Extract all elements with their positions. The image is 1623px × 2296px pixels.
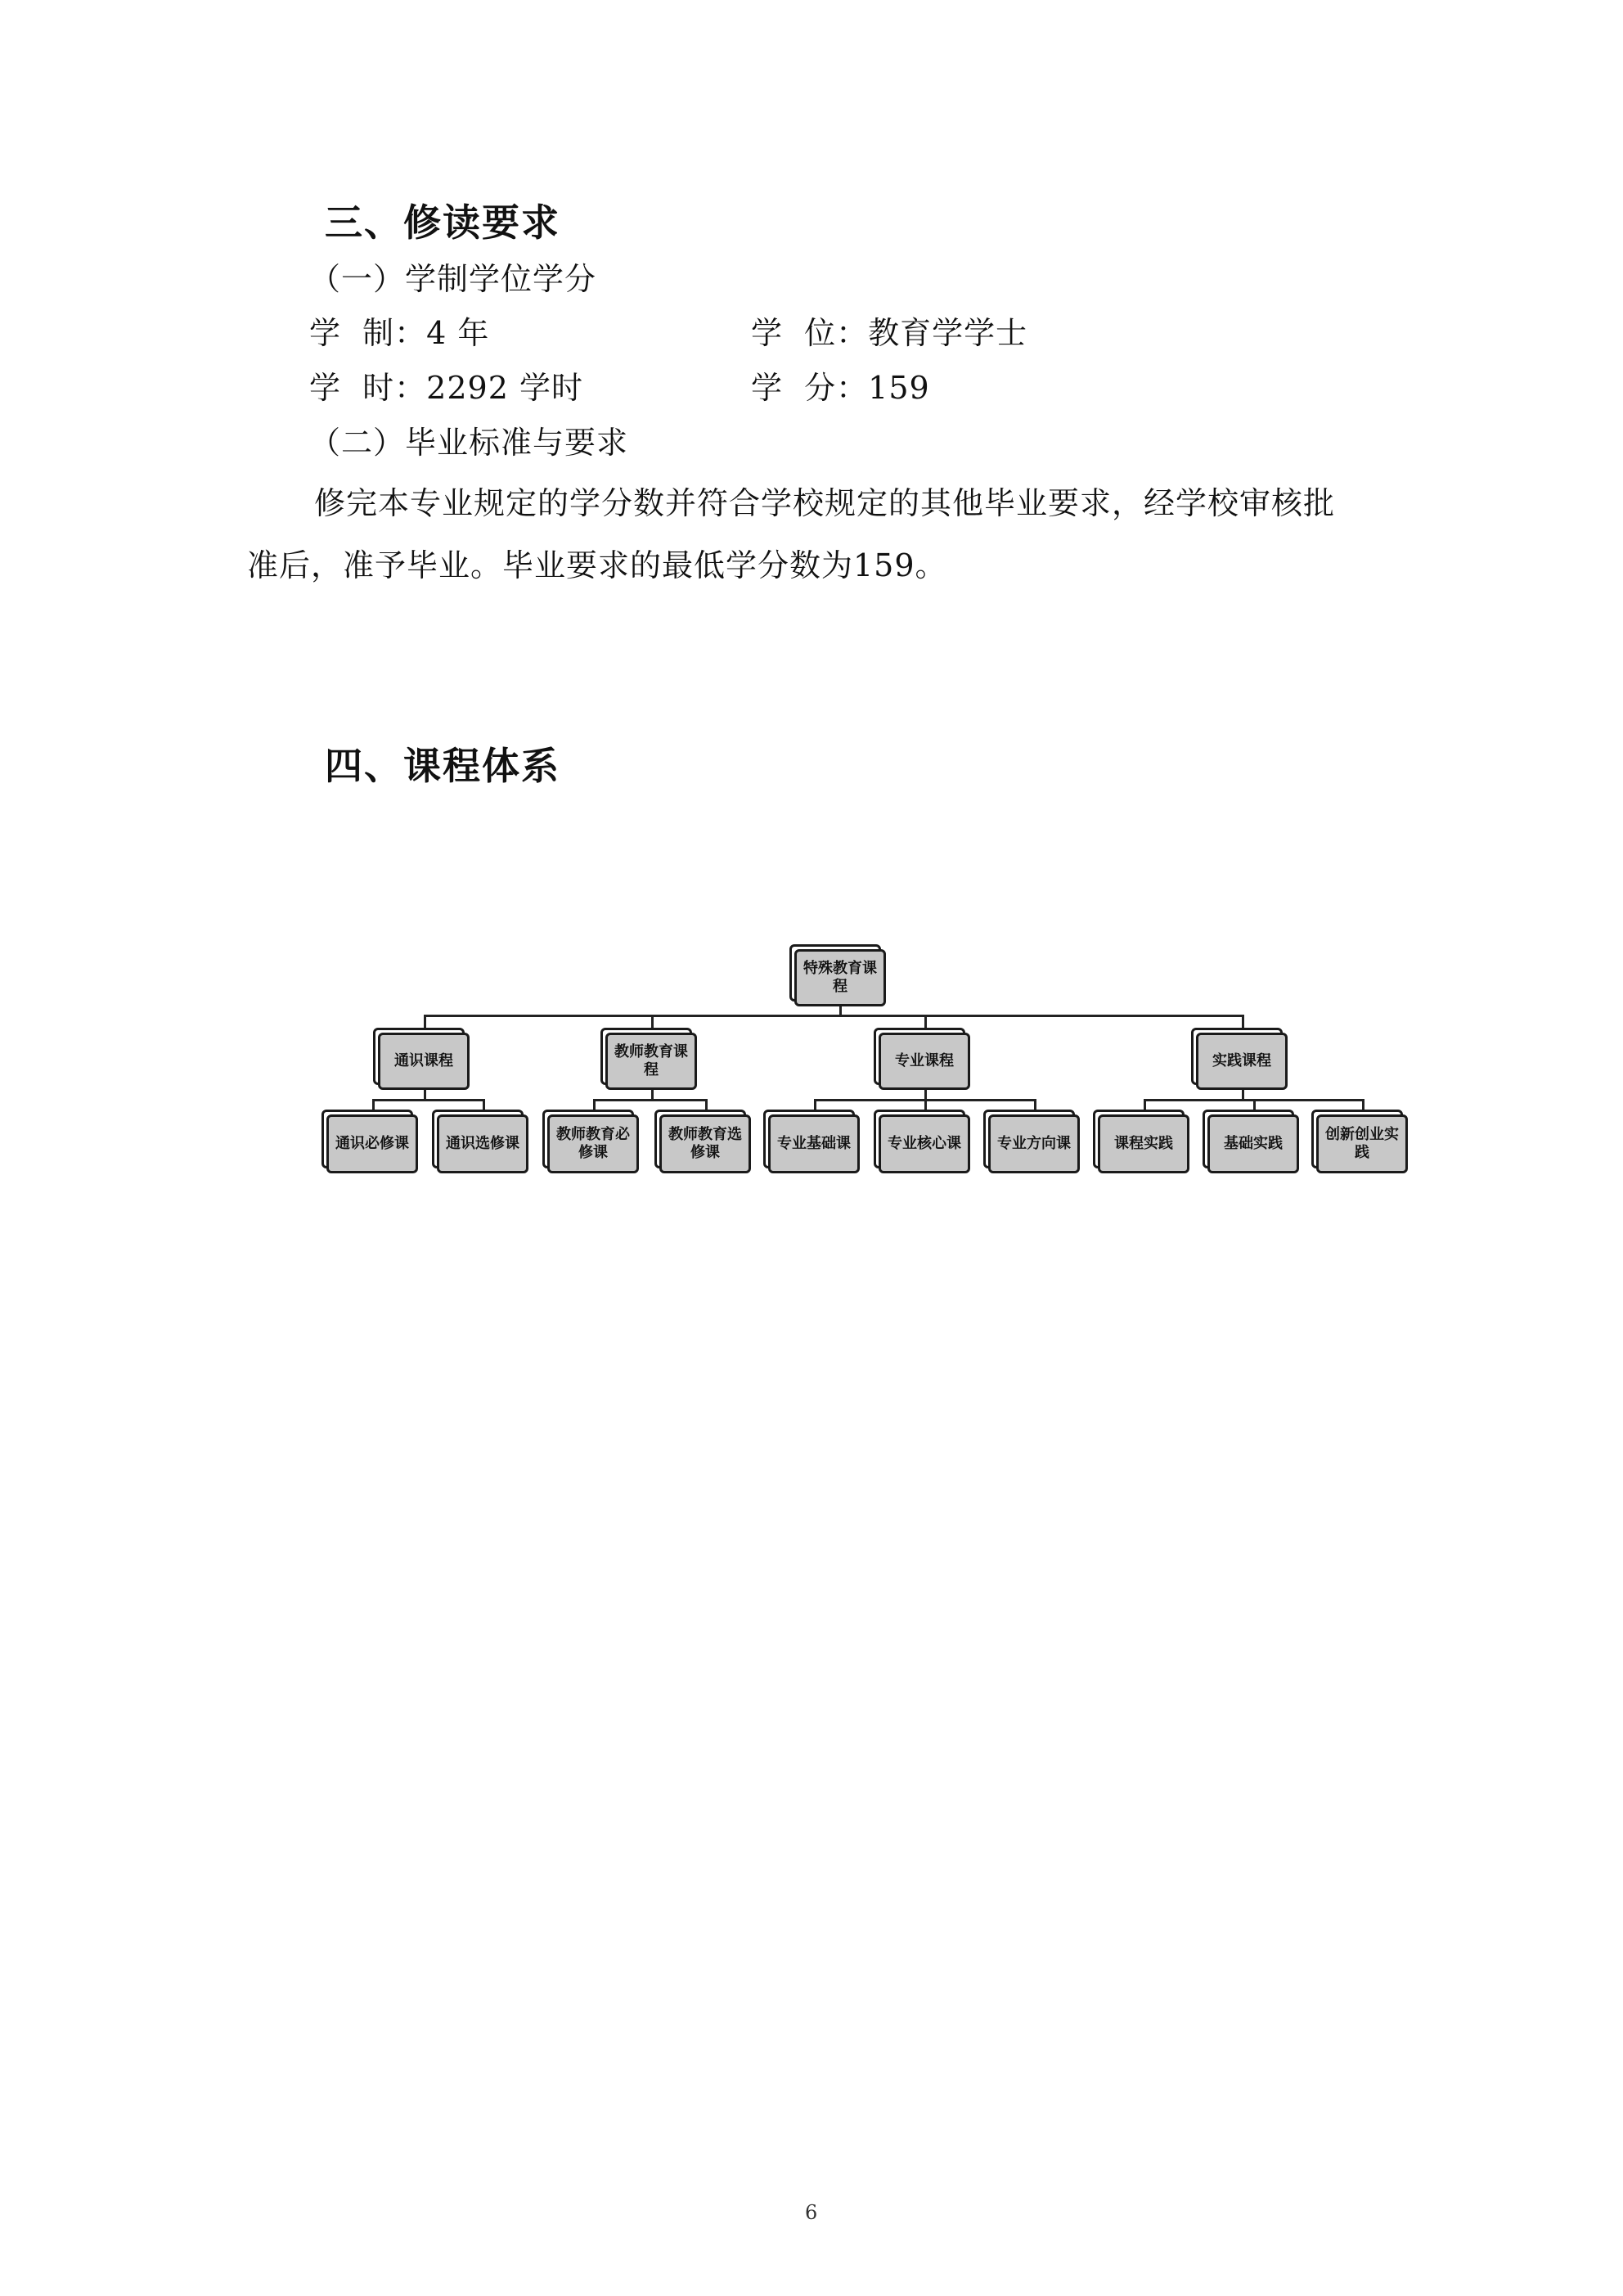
chart-leaf-node-1-2: 通识选修课 bbox=[437, 1114, 528, 1173]
connector-level1-bus bbox=[424, 1015, 1244, 1017]
graduation-paragraph-line-2: 准后，准予毕业。毕业要求的最低学分数为159。 bbox=[247, 547, 947, 583]
chart-leaf-node-2-1: 教师教育必修课 bbox=[547, 1114, 639, 1173]
total-credits: 学 分：159 bbox=[751, 370, 930, 406]
chart-leaf-node-3-3: 专业方向课 bbox=[988, 1114, 1080, 1173]
subheading-duration-degree-credits: （一）学制学位学分 bbox=[309, 261, 597, 297]
chart-group-node-2: 教师教育课程 bbox=[605, 1033, 697, 1090]
chart-root-node: 特殊教育课程 bbox=[794, 949, 886, 1006]
connector-group-2-bus bbox=[593, 1099, 708, 1101]
connector-group-3-down bbox=[924, 1090, 927, 1099]
chart-leaf-node-3-1: 专业基础课 bbox=[768, 1114, 860, 1173]
chart-leaf-node-1-1: 通识必修课 bbox=[326, 1114, 418, 1173]
chart-leaf-node-3-2: 专业核心课 bbox=[879, 1114, 970, 1173]
section-heading-requirements: 三、修读要求 bbox=[325, 200, 560, 245]
connector-group-1-down bbox=[424, 1090, 426, 1099]
study-duration: 学 制：4 年 bbox=[309, 315, 490, 351]
study-hours: 学 时：2292 学时 bbox=[309, 370, 583, 406]
subheading-graduation-requirements: （二）毕业标准与要求 bbox=[309, 425, 629, 461]
chart-leaf-node-4-2: 基础实践 bbox=[1207, 1114, 1299, 1173]
connector-root-down bbox=[839, 1006, 842, 1015]
section-heading-curriculum: 四、课程体系 bbox=[325, 744, 560, 788]
chart-leaf-node-4-1: 课程实践 bbox=[1098, 1114, 1189, 1173]
connector-group-2-down bbox=[651, 1090, 654, 1099]
chart-leaf-node-4-3: 创新创业实践 bbox=[1316, 1114, 1408, 1173]
degree-awarded: 学 位：教育学学士 bbox=[751, 315, 1028, 351]
chart-group-node-3: 专业课程 bbox=[879, 1033, 970, 1090]
chart-leaf-node-2-2: 教师教育选修课 bbox=[659, 1114, 751, 1173]
chart-group-node-4: 实践课程 bbox=[1196, 1033, 1288, 1090]
connector-group-1-bus bbox=[372, 1099, 485, 1101]
page-number: 6 bbox=[805, 2201, 818, 2224]
chart-group-node-1: 通识课程 bbox=[378, 1033, 470, 1090]
connector-group-4-down bbox=[1242, 1090, 1244, 1099]
graduation-paragraph-line-1: 修完本专业规定的学分数并符合学校规定的其他毕业要求，经学校审核批 bbox=[314, 485, 1336, 521]
